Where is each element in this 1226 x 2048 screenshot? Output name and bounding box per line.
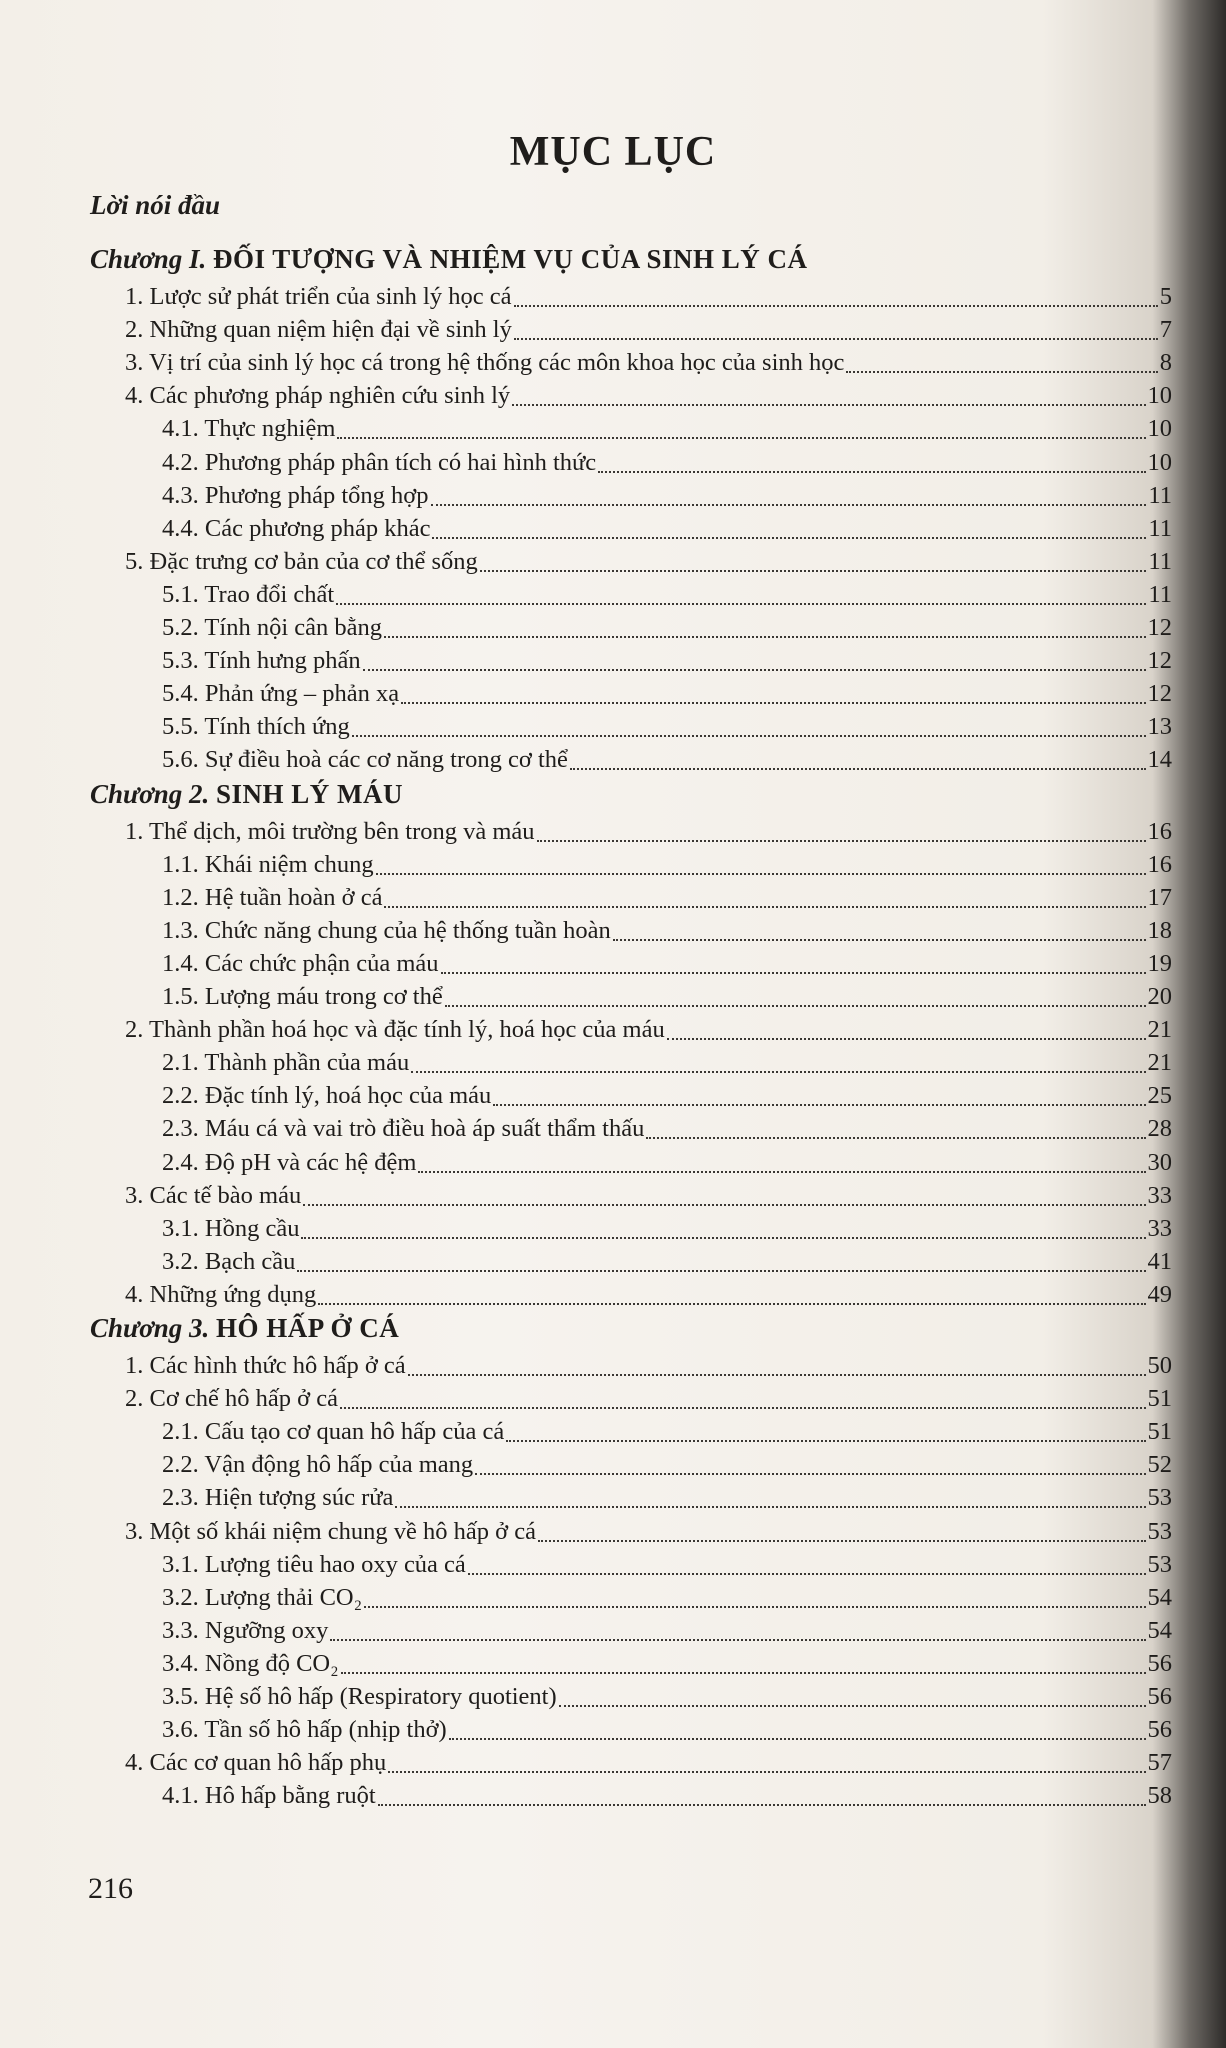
- toc-entry: [162, 945, 1172, 979]
- toc-entry: [162, 444, 1172, 478]
- page-number: 216: [88, 1872, 133, 1905]
- toc-entry-page: 13: [1147, 713, 1172, 741]
- toc-entry: [162, 1110, 1172, 1144]
- toc-entry-page: 19: [1147, 949, 1172, 977]
- toc-entry-title: 3. Các tế bào máu: [125, 1181, 302, 1209]
- toc-entry-page: 56: [1147, 1683, 1172, 1710]
- toc-entry-title: 2.1. Cấu tạo cơ quan hô hấp của cá: [162, 1418, 505, 1446]
- toc-entry-title: 1.5. Lượng máu trong cơ thể: [162, 983, 443, 1010]
- dot-leader: [538, 1539, 1146, 1542]
- toc-entry-title: 3.2. Bạch cầu: [162, 1247, 296, 1275]
- toc-entry-page: 56: [1147, 1649, 1172, 1677]
- toc-entry-page: 51: [1147, 1418, 1172, 1446]
- toc-entry-title: 1.1. Khái niệm chung: [162, 850, 374, 878]
- toc-entry-title: 2.2. Đặc tính lý, hoá học của máu: [162, 1082, 492, 1110]
- page-title: MỤC LỤC: [509, 129, 717, 175]
- toc-entry: [162, 1446, 1172, 1480]
- toc-entry-title: 4. Những ứng dụng: [125, 1280, 317, 1308]
- toc-entry: [125, 1347, 1172, 1381]
- chapter-name: HÔ HẤP Ở CÁ: [215, 1313, 400, 1343]
- toc-entry: [162, 1777, 1172, 1811]
- toc-entry-page: 41: [1147, 1247, 1172, 1275]
- toc-entry-page: 58: [1147, 1782, 1172, 1810]
- toc-entry: [162, 1144, 1172, 1178]
- toc-entry-page: 7: [1159, 316, 1172, 344]
- toc-entry-title: 2.4. Độ pH và các hệ đệm: [162, 1148, 417, 1176]
- toc-entry-page: 52: [1147, 1451, 1172, 1479]
- dot-leader: [445, 1004, 1146, 1007]
- toc-entry-title: 3.4. Nồng độ CO₂: [162, 1649, 339, 1677]
- toc-entry-page: 57: [1147, 1749, 1172, 1777]
- toc-entry-page: 5: [1159, 283, 1172, 310]
- dot-leader: [301, 1236, 1145, 1239]
- toc-entry-title: 5. Đặc trưng cơ bản của cơ thể sống: [125, 547, 478, 575]
- toc-entry-title: 3.3. Ngưỡng oxy: [162, 1616, 329, 1644]
- dot-leader: [330, 1638, 1145, 1641]
- toc-entry: [125, 377, 1172, 411]
- toc-entry-page: 50: [1147, 1352, 1172, 1379]
- toc-entry-page: 12: [1147, 647, 1172, 675]
- toc-entry: [162, 1678, 1172, 1712]
- dot-leader: [646, 1136, 1145, 1139]
- toc-entry: [162, 1612, 1172, 1646]
- toc-entry: [162, 978, 1172, 1012]
- toc-entry: [125, 1011, 1172, 1045]
- toc-entry-title: 1. Các hình thức hô hấp ở cá: [125, 1352, 406, 1379]
- toc-entry: [125, 278, 1172, 312]
- toc-entry-title: 3. Vị trí của sinh lý học cá trong hệ thống các môn khoa học của sinh học: [125, 349, 845, 377]
- toc-entry: [162, 576, 1172, 610]
- toc-entry-title: 4.3. Phương pháp tổng hợp: [162, 481, 429, 509]
- dot-leader: [318, 1302, 1145, 1305]
- toc-entry-title: 4.1. Hô hấp bằng ruột: [162, 1782, 376, 1810]
- dot-leader: [418, 1170, 1145, 1173]
- toc-entry-page: 10: [1147, 415, 1172, 443]
- toc-entry-page: 33: [1147, 1181, 1172, 1209]
- toc-entry: [162, 708, 1172, 742]
- toc-entry-page: 20: [1147, 983, 1172, 1010]
- toc-entry: [162, 675, 1172, 709]
- dot-leader: [363, 668, 1146, 671]
- dot-leader: [376, 872, 1146, 875]
- toc-entry-page: 11: [1148, 580, 1172, 608]
- dot-leader: [667, 1037, 1146, 1040]
- toc-entry-page: 28: [1147, 1115, 1172, 1143]
- toc-entry-title: 3.2. Lượng thải CO₂: [162, 1583, 363, 1611]
- toc-entry-page: 16: [1147, 817, 1172, 845]
- dot-leader: [401, 701, 1145, 704]
- dot-leader: [378, 1803, 1146, 1806]
- toc-entry-title: 4.1. Thực nghiệm: [162, 415, 336, 443]
- dot-leader: [297, 1269, 1145, 1272]
- toc-entry-page: 51: [1147, 1385, 1172, 1413]
- toc-entry: [125, 1513, 1172, 1547]
- toc-entry-title: 1.4. Các chức phận của máu: [162, 949, 439, 977]
- toc-entry: [162, 1546, 1172, 1580]
- toc-entry: [162, 1077, 1172, 1111]
- toc-entry: [162, 1413, 1172, 1447]
- dot-leader: [537, 839, 1146, 842]
- dot-leader: [570, 767, 1146, 770]
- toc-entry-page: 53: [1147, 1550, 1172, 1578]
- dot-leader: [514, 304, 1158, 307]
- toc-entry-title: 2.1. Thành phần của máu: [162, 1049, 410, 1077]
- toc-entry-title: 4. Các cơ quan hô hấp phụ: [125, 1749, 387, 1777]
- toc-entry: [162, 1711, 1172, 1745]
- dot-leader: [340, 1406, 1146, 1409]
- toc-entry-title: 4.2. Phương pháp phân tích có hai hình thức: [162, 448, 597, 476]
- toc-entry: [125, 344, 1172, 378]
- dot-leader: [468, 1572, 1146, 1575]
- chapter-label: Chương 2.: [90, 778, 210, 809]
- dot-leader: [613, 938, 1146, 941]
- toc-entry-title: 2. Những quan niệm hiện đại về sinh lý: [125, 316, 512, 344]
- dot-leader: [431, 503, 1147, 506]
- toc-entry: [125, 1744, 1172, 1778]
- toc-entry-title: 3.5. Hệ số hô hấp (Respiratory quotient): [162, 1683, 557, 1710]
- toc-entry-page: 10: [1147, 382, 1172, 410]
- dot-leader: [337, 436, 1145, 439]
- toc-entry-page: 12: [1147, 614, 1172, 641]
- toc-entry-title: 1. Lược sử phát triển của sinh lý học cá: [125, 283, 512, 310]
- toc-entry-page: 11: [1148, 547, 1172, 575]
- toc-entry-page: 49: [1147, 1280, 1172, 1308]
- toc-entry-page: 54: [1147, 1583, 1172, 1611]
- toc-entry-page: 33: [1147, 1214, 1172, 1242]
- dot-leader: [432, 536, 1146, 539]
- toc-entry-page: 8: [1159, 349, 1172, 377]
- preface-label: Lời nói đầu: [90, 190, 221, 220]
- toc-entry: [162, 879, 1172, 913]
- toc-entry-title: 2.3. Máu cá và vai trò điều hoà áp suất thẩm thấu: [162, 1115, 645, 1143]
- dot-leader: [514, 337, 1158, 340]
- toc-entry-title: 5.3. Tính hưng phấn: [162, 647, 361, 675]
- toc-entry-title: 4. Các phương pháp nghiên cứu sinh lý: [125, 382, 511, 410]
- toc-entry-title: 1.3. Chức năng chung của hệ thống tuần hoàn: [162, 916, 611, 944]
- toc-entry-page: 11: [1148, 514, 1172, 542]
- toc-entry-title: 5.2. Tính nội cân bằng: [162, 614, 383, 641]
- chapter-name: SINH LÝ MÁU: [215, 778, 403, 809]
- toc-entry-page: 53: [1147, 1484, 1172, 1512]
- toc-entry-page: 30: [1147, 1148, 1172, 1176]
- toc-entry-title: 5.1. Trao đổi chất: [162, 580, 335, 608]
- toc-entry: [162, 1645, 1172, 1679]
- toc-entry-title: 2.2. Vận động hô hấp của mang: [162, 1451, 474, 1479]
- dot-leader: [559, 1704, 1146, 1707]
- toc-entry-title: 5.4. Phản ứng – phản xạ: [162, 680, 400, 708]
- dot-leader: [449, 1737, 1146, 1740]
- toc-entry: [125, 311, 1172, 345]
- dot-leader: [384, 635, 1145, 638]
- toc-entry: [125, 543, 1172, 577]
- toc-entry: [162, 410, 1172, 444]
- preface-heading: [90, 188, 220, 222]
- toc-entry: [162, 1479, 1172, 1513]
- chapter-heading: [90, 1311, 399, 1345]
- toc-entry: [162, 642, 1172, 676]
- toc-entry-title: 1. Thể dịch, môi trường bên trong và máu: [125, 817, 535, 845]
- chapter-name: ĐỐI TƯỢNG VÀ NHIỆM VỤ CỦA SINH LÝ CÁ: [212, 244, 808, 274]
- dot-leader: [480, 569, 1147, 572]
- toc-entry-title: 5.5. Tính thích ứng: [162, 713, 350, 741]
- toc-entry-title: 2. Thành phần hoá học và đặc tính lý, hoá học của máu: [125, 1016, 665, 1044]
- dot-leader: [512, 403, 1145, 406]
- dot-leader: [352, 734, 1146, 737]
- toc-entry-title: 2.3. Hiện tượng súc rửa: [162, 1484, 394, 1512]
- toc-entry: [125, 813, 1172, 847]
- dot-leader: [846, 370, 1157, 373]
- toc-entry-title: 1.2. Hệ tuần hoàn ở cá: [162, 883, 383, 911]
- toc-entry: [162, 1044, 1172, 1078]
- toc-entry-page: 11: [1148, 481, 1172, 509]
- toc-entry-page: 17: [1147, 883, 1172, 911]
- dot-leader: [388, 1770, 1145, 1773]
- toc-entry-title: 4.4. Các phương pháp khác: [162, 514, 431, 542]
- dot-leader: [598, 470, 1145, 473]
- toc-entry-page: 12: [1147, 680, 1172, 708]
- chapter-label: Chương 3.: [90, 1313, 210, 1343]
- dot-leader: [411, 1070, 1145, 1073]
- toc-entry-page: 54: [1147, 1616, 1172, 1644]
- dot-leader: [364, 1605, 1145, 1608]
- toc-entry-title: 3.6. Tần số hô hấp (nhịp thở): [162, 1716, 447, 1744]
- toc-entry-title: 3.1. Lượng tiêu hao oxy của cá: [162, 1550, 466, 1578]
- dot-leader: [441, 971, 1146, 974]
- toc-entry: [125, 1177, 1172, 1211]
- toc-entry: [162, 846, 1172, 880]
- chapter-heading: [90, 777, 403, 811]
- dot-leader: [303, 1203, 1145, 1206]
- toc-entry-page: 21: [1147, 1016, 1172, 1044]
- toc-entry: [162, 1210, 1172, 1244]
- toc-entry: [162, 1243, 1172, 1277]
- toc-entry: [162, 609, 1172, 643]
- dot-leader: [384, 905, 1145, 908]
- dot-leader: [408, 1373, 1146, 1376]
- chapter-label: Chương I.: [90, 244, 207, 274]
- toc-entry: [125, 1380, 1172, 1414]
- toc-entry-page: 53: [1147, 1517, 1172, 1545]
- toc-entry: [125, 1276, 1172, 1310]
- dot-leader: [506, 1439, 1145, 1442]
- toc-entry-page: 21: [1147, 1049, 1172, 1077]
- chapter-heading: [90, 242, 808, 276]
- dot-leader: [493, 1103, 1145, 1106]
- toc-entry-page: 25: [1147, 1082, 1172, 1110]
- toc-entry: [162, 741, 1172, 775]
- toc-entry-page: 18: [1147, 916, 1172, 944]
- dot-leader: [475, 1472, 1145, 1475]
- dot-leader: [341, 1671, 1146, 1674]
- toc-entry-title: 2. Cơ chế hô hấp ở cá: [125, 1385, 338, 1413]
- toc-entry-title: 3.1. Hồng cầu: [162, 1214, 300, 1242]
- toc-entry-title: 5.6. Sự điều hoà các cơ năng trong cơ thể: [162, 746, 568, 774]
- dot-leader: [336, 602, 1146, 605]
- toc-entry: [162, 510, 1172, 544]
- toc-entry-page: 16: [1147, 850, 1172, 878]
- toc-entry-page: 56: [1147, 1716, 1172, 1744]
- toc-entry: [162, 1579, 1172, 1613]
- toc-entry: [162, 477, 1172, 511]
- dot-leader: [395, 1505, 1145, 1508]
- toc-entry-page: 10: [1147, 448, 1172, 476]
- toc-entry-title: 3. Một số khái niệm chung về hô hấp ở cá: [125, 1517, 536, 1545]
- toc-entry: [162, 912, 1172, 946]
- toc-entry-page: 14: [1147, 746, 1172, 774]
